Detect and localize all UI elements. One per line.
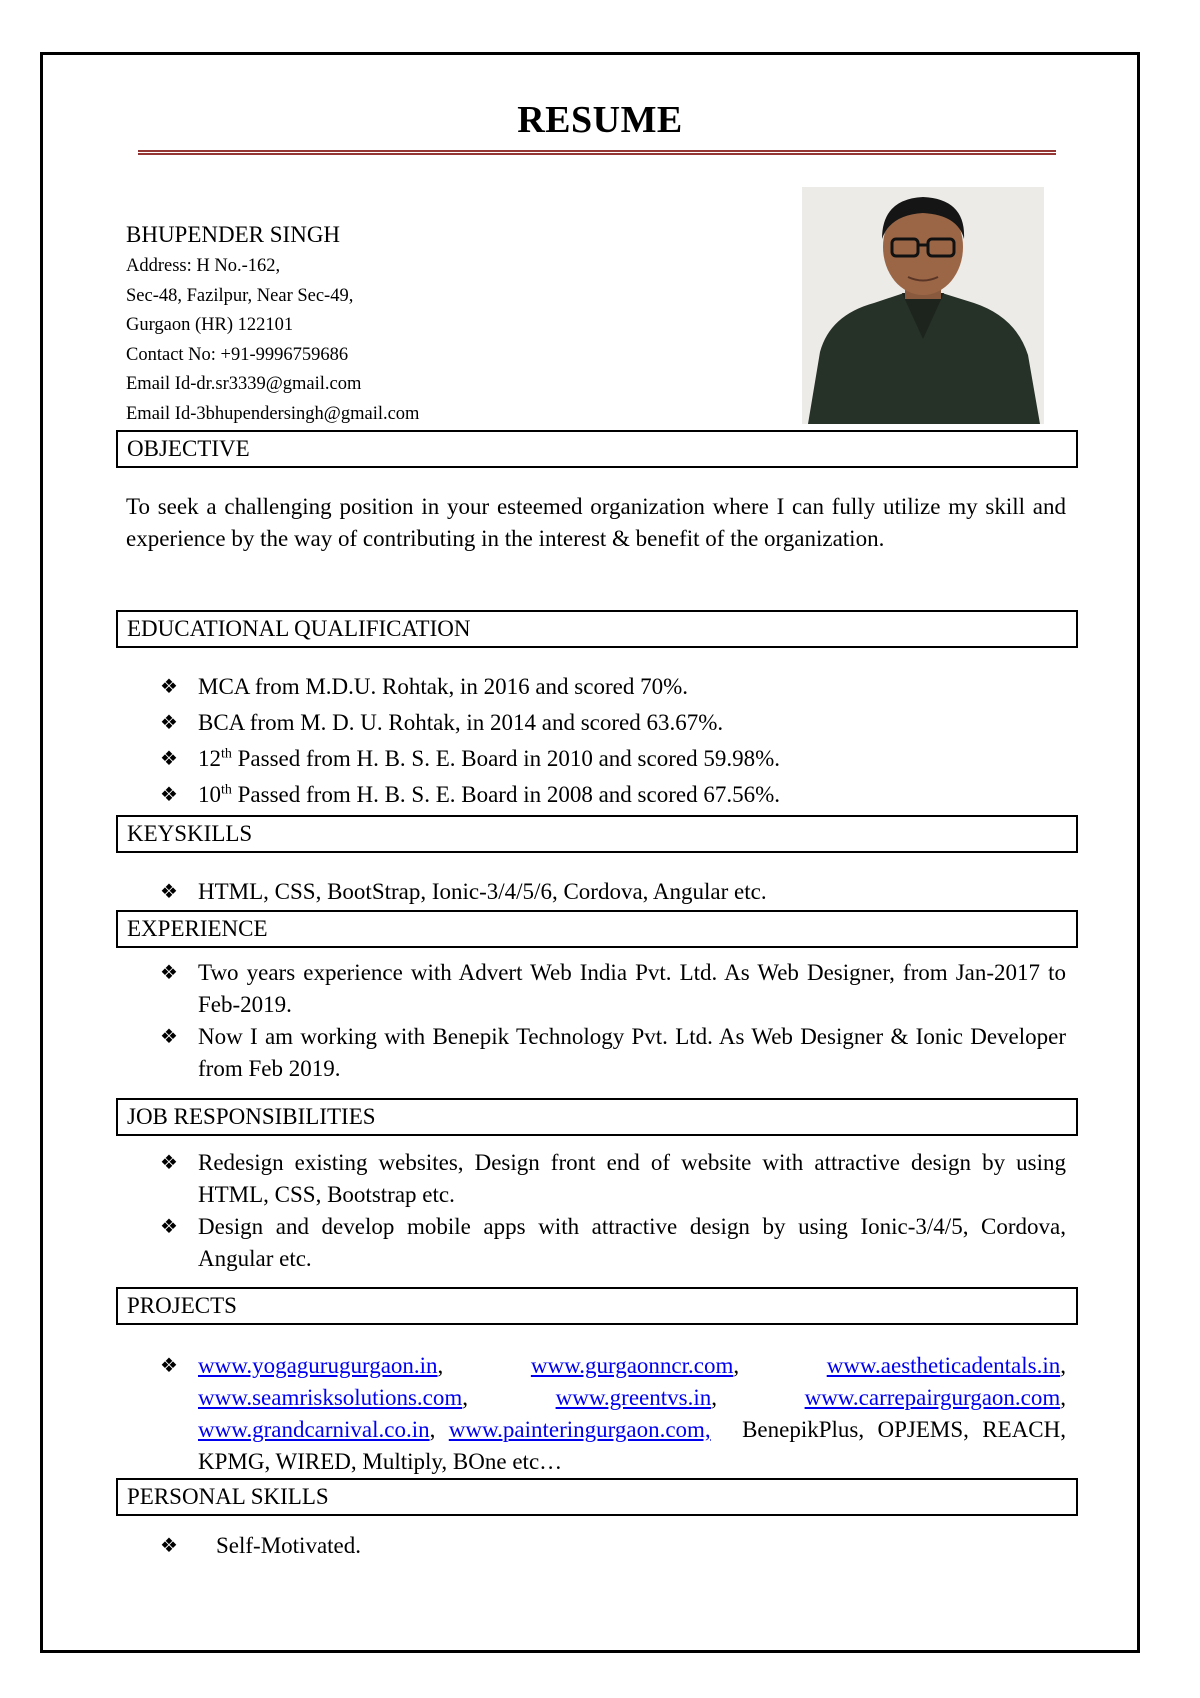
project-link-yogagurugurgaon[interactable]: www.yogagurugurgaon.in [198, 1353, 438, 1378]
diamond-bullet-icon: ❖ [160, 1535, 178, 1557]
contact-number: Contact No: +91-9996759686 [126, 344, 349, 365]
project-link-carrepairgurgaon[interactable]: www.carrepairgurgaon.com [804, 1385, 1061, 1410]
list-item: ❖ 12th Passed from H. B. S. E. Board in 2010 and scored 59.98%. [160, 741, 1066, 777]
list-item: ❖ 10th Passed from H. B. S. E. Board in 2008 and scored 67.56%. [160, 777, 1066, 813]
personal-skills-list [160, 1530, 1066, 1562]
project-link-greentvs[interactable]: www.greentvs.in [555, 1385, 712, 1410]
list-item: ❖ Self-Motivated. [160, 1530, 1066, 1562]
diamond-bullet-icon: ❖ [160, 784, 178, 806]
diamond-bullet-icon: ❖ [160, 712, 178, 734]
diamond-bullet-icon: ❖ [160, 881, 178, 903]
diamond-bullet-icon: ❖ [160, 1355, 178, 1377]
list-item: ❖ HTML, CSS, BootStrap, Ionic-3/4/5/6, Cordova, Angular etc. [160, 876, 1066, 908]
project-link-grandcarnival[interactable]: www.grandcarnival.co.in [198, 1417, 430, 1442]
candidate-name: BHUPENDER SINGH [126, 222, 341, 247]
list-item: ❖ BCA from M. D. U. Rohtak, in 2014 and scored 63.67%. [160, 705, 1066, 741]
diamond-bullet-icon: ❖ [160, 1152, 178, 1174]
list-item: ❖ MCA from M.D.U. Rohtak, in 2016 and scored 70%. [160, 669, 1066, 705]
contact-block [126, 220, 726, 429]
list-item: ❖ Two years experience with Advert Web India Pvt. Ltd. As Web Designer, from Jan-2017 to Feb-2019. [160, 957, 1066, 1021]
project-link-seamrisksolutions[interactable]: www.seamrisksolutions.com [198, 1385, 463, 1410]
page-title: RESUME [517, 99, 683, 141]
list-item: ❖ Now I am working with Benepik Technology Pvt. Ltd. As Web Designer & Ionic Developer from Feb 2019. [160, 1021, 1066, 1085]
address-line-2: Sec-48, Fazilpur, Near Sec-49, [126, 285, 354, 306]
project-link-aestheticadentals[interactable]: www.aestheticadentals.in [826, 1353, 1061, 1378]
section-heading-education: EDUCATIONAL QUALIFICATION [116, 610, 1078, 648]
diamond-bullet-icon: ❖ [160, 962, 178, 984]
profile-photo [802, 187, 1044, 424]
email-2: Email Id-3bhupendersingh@gmail.com [126, 403, 420, 424]
section-heading-objective: OBJECTIVE [116, 430, 1078, 468]
key-skills-list [160, 876, 1066, 908]
address-line-1: Address: H No.-162, [126, 256, 281, 276]
list-item: ❖ Design and develop mobile apps with attractive design by using Ionic-3/4/5, Cordova, Angular etc. [160, 1211, 1066, 1275]
objective-text: To seek a challenging position in your esteemed organization where I can fully utilize my skill and experience by the way of contributing in the interest & benefit of the organization. [126, 494, 1066, 551]
list-item: ❖ www.yogagurugurgaon.in, www.gurgaonncr.com, www.aestheticadentals.in, www.seamrisksolutions.com, www.greentvs.in, www.carrepairgurgaon.com, www.grandcarnival.co.in, www.painteringurgaon.com, BenepikPlus, OPJEMS, REACH, KPMG, WIRED, Multiply, BOne etc… [160, 1350, 1066, 1478]
experience-list [160, 957, 1066, 1085]
diamond-bullet-icon: ❖ [160, 748, 178, 770]
list-item: ❖ Redesign existing websites, Design front end of website with attractive design by using HTML, CSS, Bootstrap etc. [160, 1147, 1066, 1211]
responsibilities-list [160, 1147, 1066, 1275]
education-list [160, 669, 1066, 813]
person-portrait-icon [802, 187, 1044, 424]
section-heading-projects: PROJECTS [116, 1287, 1078, 1325]
section-heading-key-skills: KEYSKILLS [116, 815, 1078, 853]
projects-tail: BenepikPlus, OPJEMS, REACH, KPMG, WIRED, Multiply, BOne etc… [198, 1417, 1067, 1474]
section-heading-job-responsibilities: JOB RESPONSIBILITIES [116, 1098, 1078, 1136]
projects-list [160, 1350, 1066, 1478]
diamond-bullet-icon: ❖ [160, 676, 178, 698]
email-1: Email Id-dr.sr3339@gmail.com [126, 374, 362, 394]
title-underline [138, 150, 1056, 155]
diamond-bullet-icon: ❖ [160, 1026, 178, 1048]
address-line-3: Gurgaon (HR) 122101 [126, 315, 294, 335]
project-link-painteringurgaon[interactable]: www.painteringurgaon.com, [448, 1417, 711, 1442]
section-heading-personal-skills: PERSONAL SKILLS [116, 1478, 1078, 1516]
diamond-bullet-icon: ❖ [160, 1216, 178, 1238]
section-heading-experience: EXPERIENCE [116, 910, 1078, 948]
project-link-gurgaonncr[interactable]: www.gurgaonncr.com [530, 1353, 734, 1378]
